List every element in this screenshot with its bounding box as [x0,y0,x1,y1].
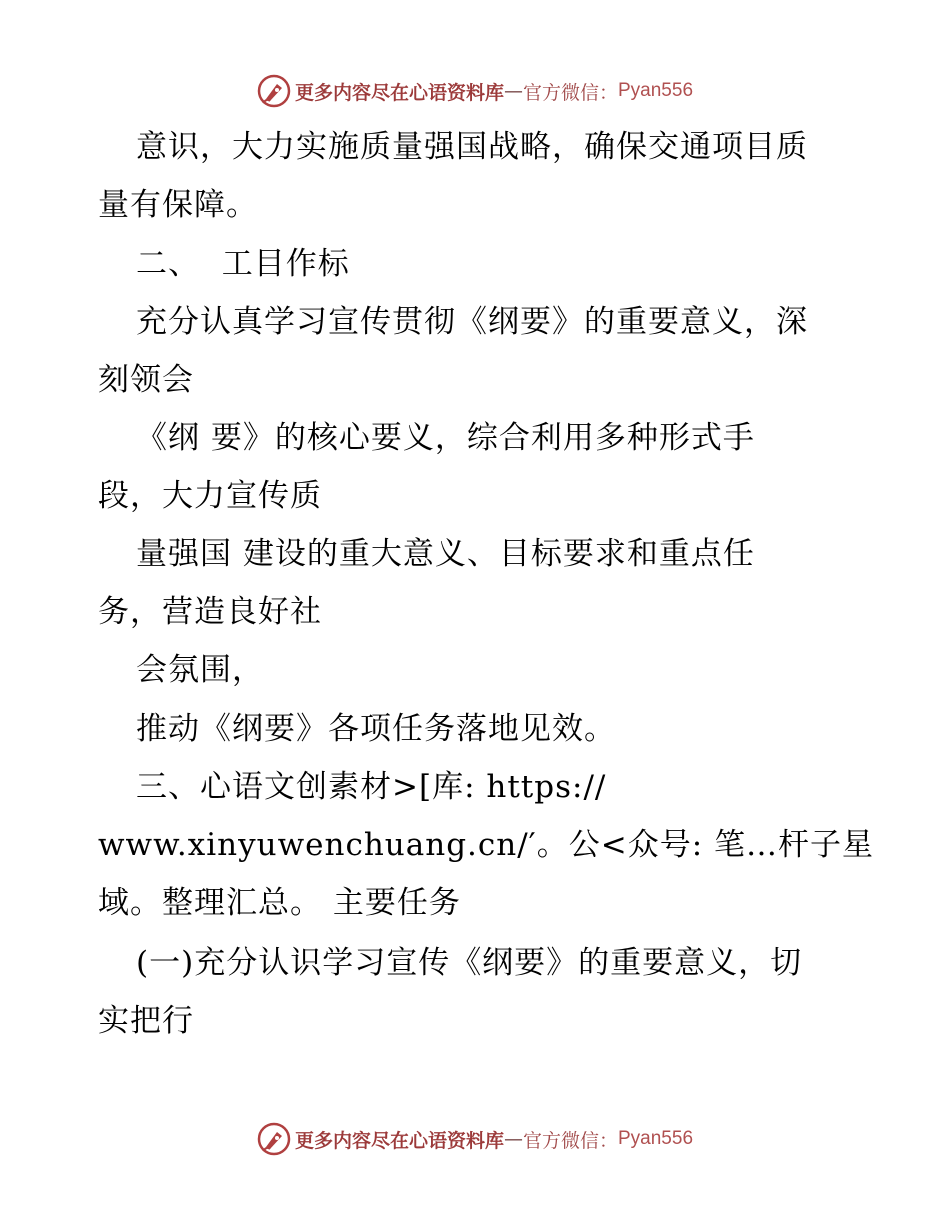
body-line: 充分认真学习宣传贯彻《纲要》的重要意义，深 [136,304,808,340]
banner-brand: 更多内容尽在心语资料库 [294,1129,504,1152]
banner-account-label: 官方微信： [522,81,618,104]
pen-nib-logo-icon [257,1122,291,1156]
body-line: 会氛围， [136,652,264,688]
banner-separator: — [503,80,523,102]
body-line: 段，大力宣传质 [98,478,322,514]
body-line: 意识，大力实施质量强国战略，确保交通项目质 [136,129,808,165]
pen-nib-logo-icon [257,74,291,108]
body-line: 实把行 [98,1003,194,1039]
body-line: 域。整理汇总。 主要任务 [98,885,461,921]
subsection-heading: (一)充分认识学习宣传《纲要》的重要意义，切 [136,945,803,981]
footer-watermark [0,1119,950,1159]
header-watermark [0,71,950,111]
body-line: 务，营造良好社 [98,594,322,630]
body-line: 刻领会 [98,362,194,398]
body-line: 量有保障。 [98,187,258,223]
section-heading: 三、心语文创素材>[库: https:// [136,769,607,805]
body-line: 推动《纲要》各项任务落地见效。 [136,711,616,747]
section-heading: 二、 工目作标 [136,246,350,282]
banner-wechat-id: Pyan556 [618,1128,694,1149]
banner-wechat-id: Pyan556 [618,80,694,101]
banner-account-label: 官方微信： [522,1129,618,1152]
banner-brand: 更多内容尽在心语资料库 [294,81,504,104]
body-line: www.xinyuwenchuang.cn/′。公<众号: 笔…杆子星 [98,827,874,863]
body-line: 《纲 要》的核心要义，综合利用多种形式手 [136,420,755,456]
body-line: 量强国 建设的重大意义、目标要求和重点任 [136,536,755,572]
banner-separator: — [503,1128,523,1150]
